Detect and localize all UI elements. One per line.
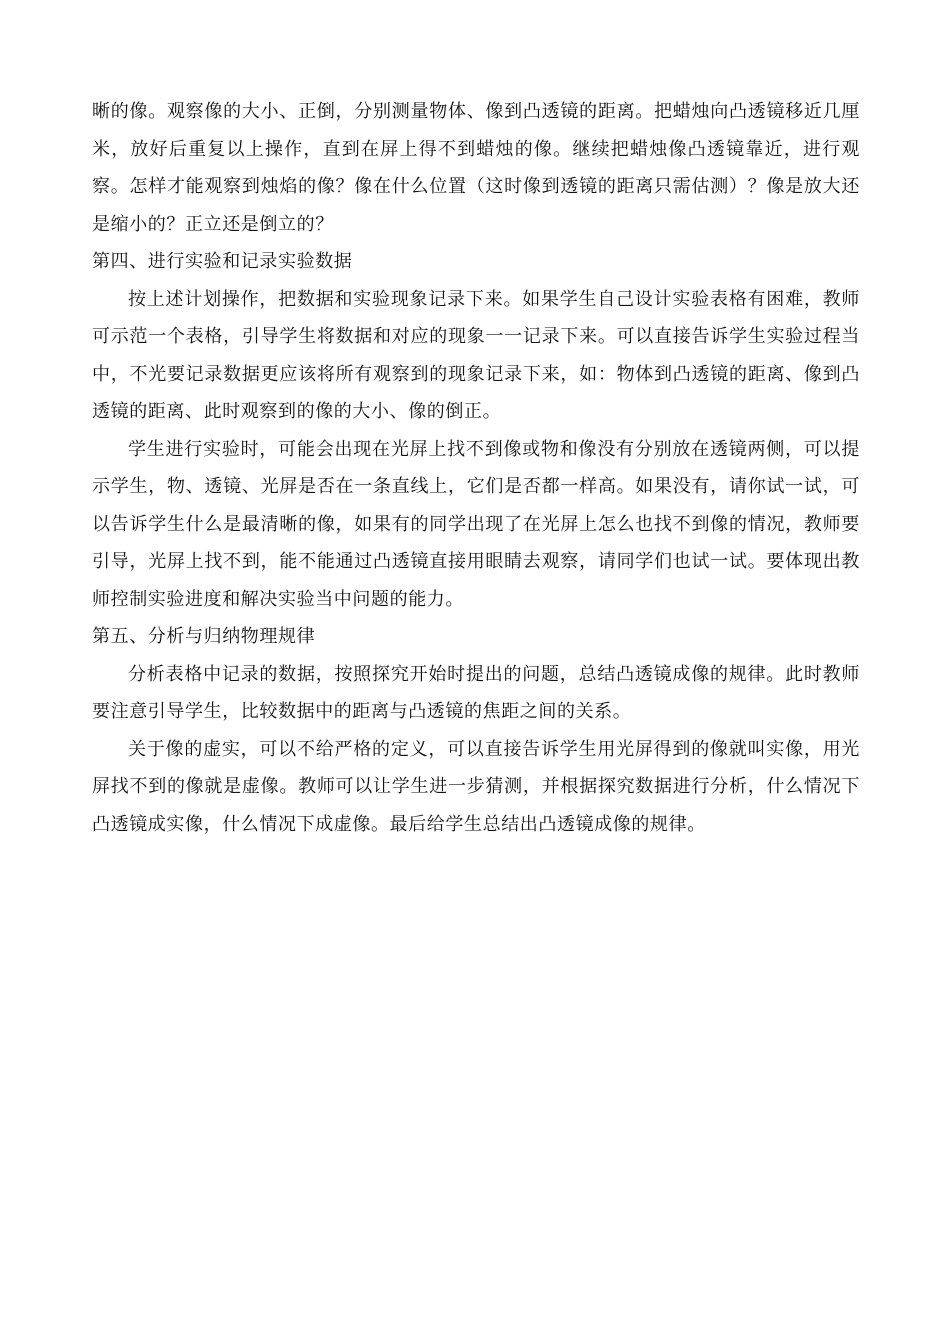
paragraph: 按上述计划操作，把数据和实验现象记录下来。如果学生自己设计实验表格有困难，教师可示范一个表格，引导学生将数据和对应的现象一一记录下来。可以直接告诉学生实验过程当中，不光要记录数据更应该将所有观察到的现象记录下来，如：物体到凸透镜的距离、像到凸透镜的距离、此时观察到的像的大小、像的倒正。 [92,288,860,422]
paragraph: 学生进行实验时，可能会出现在光屏上找不到像或物和像没有分别放在透镜两侧，可以提示学生，物、透镜、光屏是否在一条直线上，它们是否都一样高。如果没有，请你试一试，可以告诉学生什么是最清晰的像，如果有的同学出现了在光屏上怎么也找不到像的情况，教师要引导，光屏上找不到，能不能通过凸透镜直接用眼睛去观察，请同学们也试一试。要体现出教师控制实验进度和解决实验当中问题的能力。 [92,438,860,610]
paragraph: 关于像的虚实，可以不给严格的定义，可以直接告诉学生用光屏得到的像就叫实像，用光屏找不到的像就是虚像。教师可以让学生进一步猜测，并根据探究数据进行分析，什么情况下凸透镜成实像，什么情况下成虚像。最后给学生总结出凸透镜成像的规律。 [92,738,860,835]
paragraph-continuation: 晰的像。观察像的大小、正倒，分别测量物体、像到凸透镜的距离。把蜡烛向凸透镜移近几厘米，放好后重复以上操作，直到在屏上得不到蜡烛的像。继续把蜡烛像凸透镜靠近，进行观察。怎样才能观察到烛焰的像？像在什么位置（这时像到透镜的距离只需估测）？像是放大还是缩小的？正立还是倒立的？ [92,101,860,235]
section-heading-5: 第五、分析与归纳物理规律 [92,626,316,647]
paragraph: 分析表格中记录的数据，按照探究开始时提出的问题，总结凸透镜成像的规律。此时教师要注意引导学生，比较数据中的距离与凸透镜的焦距之间的关系。 [92,663,860,722]
section-heading-4: 第四、进行实验和记录实验数据 [92,251,353,272]
document-page [92,93,860,843]
